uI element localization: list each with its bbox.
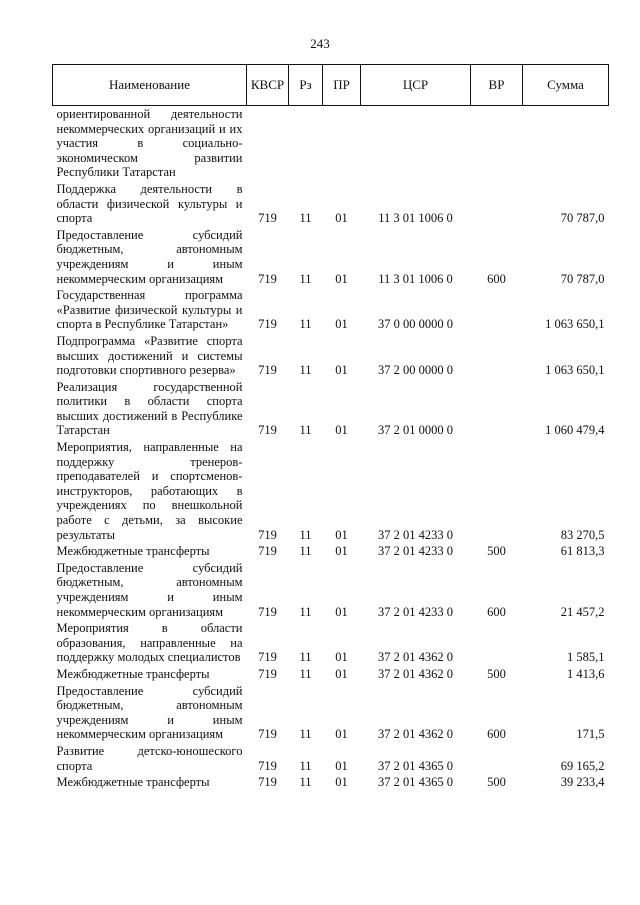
table-row — [53, 380, 609, 440]
cell-csr: 37 2 01 4362 0 — [378, 666, 453, 681]
cell-csr: 37 2 01 4365 0 — [378, 775, 453, 790]
cell-sum: 1 063 650,1 — [545, 317, 605, 332]
cell-pr: 01 — [335, 317, 348, 332]
cell-csr: 37 2 01 4362 0 — [378, 727, 453, 742]
cell-csr: 37 2 01 4233 0 — [378, 527, 453, 542]
table-row — [53, 621, 609, 667]
cell-rz: 11 — [299, 271, 312, 286]
cell-vr: 500 — [487, 775, 506, 790]
table-row — [53, 334, 609, 380]
cell-kvsr — [247, 106, 289, 182]
cell-name: Подпрограмма «Развитие спорта высших достижений и системы подготовки спортивного резерва» — [56, 333, 243, 378]
cell-rz: 11 — [299, 317, 312, 332]
cell-csr: 37 2 00 0000 0 — [378, 363, 453, 378]
budget-table-container — [52, 64, 608, 792]
cell-csr: 37 0 00 0000 0 — [378, 317, 453, 332]
cell-pr — [323, 106, 361, 182]
cell-kvsr: 719 — [258, 544, 277, 559]
table-row — [53, 775, 609, 792]
budget-table — [52, 64, 609, 792]
cell-kvsr: 719 — [258, 775, 277, 790]
cell-pr: 01 — [335, 211, 348, 226]
table-row — [53, 106, 609, 182]
cell-rz: 11 — [299, 727, 312, 742]
cell-vr — [471, 380, 523, 440]
cell-sum — [523, 106, 609, 182]
cell-csr: 37 2 01 4233 0 — [378, 544, 453, 559]
cell-vr: 600 — [487, 604, 506, 619]
table-header — [53, 65, 609, 106]
cell-pr: 01 — [335, 527, 348, 542]
cell-kvsr: 719 — [258, 650, 277, 665]
cell-name: ориентированной деятельности некоммерческих организаций и их участия в социально-экономическом развитии Республики Татарстан — [56, 107, 243, 180]
cell-pr: 01 — [335, 423, 348, 438]
cell-kvsr: 719 — [258, 423, 277, 438]
cell-sum: 1 585,1 — [567, 650, 605, 665]
cell-name: Государственная программа «Развитие физической культуры и спорта в Республике Татарстан» — [56, 288, 243, 332]
cell-kvsr: 719 — [258, 666, 277, 681]
cell-pr: 01 — [335, 604, 348, 619]
header-row — [53, 65, 609, 106]
table-row — [53, 440, 609, 544]
cell-rz: 11 — [299, 758, 312, 773]
header-sum: Сумма — [523, 65, 609, 106]
cell-rz: 11 — [299, 604, 312, 619]
cell-kvsr: 719 — [258, 317, 277, 332]
cell-vr — [471, 621, 523, 667]
cell-sum: 1 063 650,1 — [545, 363, 605, 378]
table-body — [53, 106, 609, 792]
cell-rz: 11 — [299, 775, 312, 790]
cell-rz: 11 — [299, 363, 312, 378]
cell-pr: 01 — [335, 271, 348, 286]
table-row — [53, 544, 609, 561]
cell-sum: 70 787,0 — [560, 211, 605, 226]
cell-kvsr: 719 — [258, 727, 277, 742]
cell-rz: 11 — [299, 650, 312, 665]
header-name: Наименование — [53, 65, 247, 106]
cell-sum: 69 165,2 — [560, 758, 605, 773]
cell-rz: 11 — [299, 666, 312, 681]
cell-vr: 500 — [487, 544, 506, 559]
table-row — [53, 667, 609, 684]
cell-csr: 37 2 01 4362 0 — [378, 650, 453, 665]
cell-rz: 11 — [299, 544, 312, 559]
cell-name: Межбюджетные трансферты — [56, 544, 210, 559]
cell-kvsr: 719 — [258, 604, 277, 619]
cell-kvsr: 719 — [258, 527, 277, 542]
header-pr: ПР — [323, 65, 361, 106]
cell-kvsr: 719 — [258, 363, 277, 378]
cell-rz: 11 — [299, 527, 312, 542]
cell-csr: 11 3 01 1006 0 — [378, 211, 453, 226]
cell-name: Мероприятия, направленные на поддержку тренеров-преподавателей и спортсменов-инструкторов, работающих в учреждениях по внешкольной работе с детьми, за высокие результаты — [56, 440, 243, 542]
cell-csr — [361, 106, 471, 182]
cell-name: Мероприятия в области образования, направленные на поддержку молодых специалистов — [56, 621, 243, 665]
cell-csr: 37 2 01 4365 0 — [378, 758, 453, 773]
cell-pr: 01 — [335, 666, 348, 681]
cell-sum: 1 060 479,4 — [545, 423, 605, 438]
cell-vr — [471, 288, 523, 334]
cell-name: Предоставление субсидий бюджетным, автономным учреждениям и иным некоммерческим организациям — [56, 683, 243, 742]
table-row — [53, 182, 609, 228]
table-row — [53, 228, 609, 288]
cell-sum: 1 413,6 — [567, 666, 605, 681]
cell-csr: 11 3 01 1006 0 — [378, 271, 453, 286]
cell-pr: 01 — [335, 775, 348, 790]
cell-vr: 600 — [487, 271, 506, 286]
cell-vr — [471, 440, 523, 544]
cell-kvsr: 719 — [258, 758, 277, 773]
cell-name: Межбюджетные трансферты — [56, 775, 210, 790]
cell-vr — [471, 182, 523, 228]
cell-pr: 01 — [335, 758, 348, 773]
table-row — [53, 561, 609, 621]
cell-sum: 171,5 — [576, 727, 605, 742]
page-number: 243 — [310, 36, 330, 51]
cell-rz — [289, 106, 323, 182]
cell-sum: 61 813,3 — [560, 544, 605, 559]
table-row — [53, 684, 609, 744]
cell-vr: 600 — [487, 727, 506, 742]
table-row — [53, 744, 609, 775]
cell-vr — [471, 334, 523, 380]
cell-sum: 83 270,5 — [560, 527, 605, 542]
cell-rz: 11 — [299, 423, 312, 438]
cell-sum: 39 233,4 — [560, 775, 605, 790]
header-vr: ВР — [471, 65, 523, 106]
cell-csr: 37 2 01 0000 0 — [378, 423, 453, 438]
cell-name: Межбюджетные трансферты — [56, 666, 210, 681]
cell-pr: 01 — [335, 727, 348, 742]
header-rz: Рз — [289, 65, 323, 106]
header-kvsr: КВСР — [247, 65, 289, 106]
cell-name: Предоставление субсидий бюджетным, автономным учреждениям и иным некоммерческим организациям — [56, 227, 243, 286]
table-row — [53, 288, 609, 334]
header-csr: ЦСР — [361, 65, 471, 106]
cell-name: Предоставление субсидий бюджетным, автономным учреждениям и иным некоммерческим организациям — [56, 560, 243, 619]
cell-vr: 500 — [487, 666, 506, 681]
cell-pr: 01 — [335, 363, 348, 378]
cell-pr: 01 — [335, 544, 348, 559]
cell-vr — [471, 744, 523, 775]
cell-name: Реализация государственной политики в области спорта высших достижений в Республике Татарстан — [56, 379, 243, 438]
cell-sum: 21 457,2 — [560, 604, 605, 619]
cell-pr: 01 — [335, 650, 348, 665]
cell-sum: 70 787,0 — [560, 271, 605, 286]
cell-name: Развитие детско-юношеского спорта — [56, 743, 243, 773]
cell-rz: 11 — [299, 211, 312, 226]
cell-kvsr: 719 — [258, 271, 277, 286]
cell-kvsr: 719 — [258, 211, 277, 226]
cell-name: Поддержка деятельности в области физической культуры и спорта — [56, 181, 243, 226]
cell-vr — [471, 106, 523, 182]
cell-csr: 37 2 01 4233 0 — [378, 604, 453, 619]
